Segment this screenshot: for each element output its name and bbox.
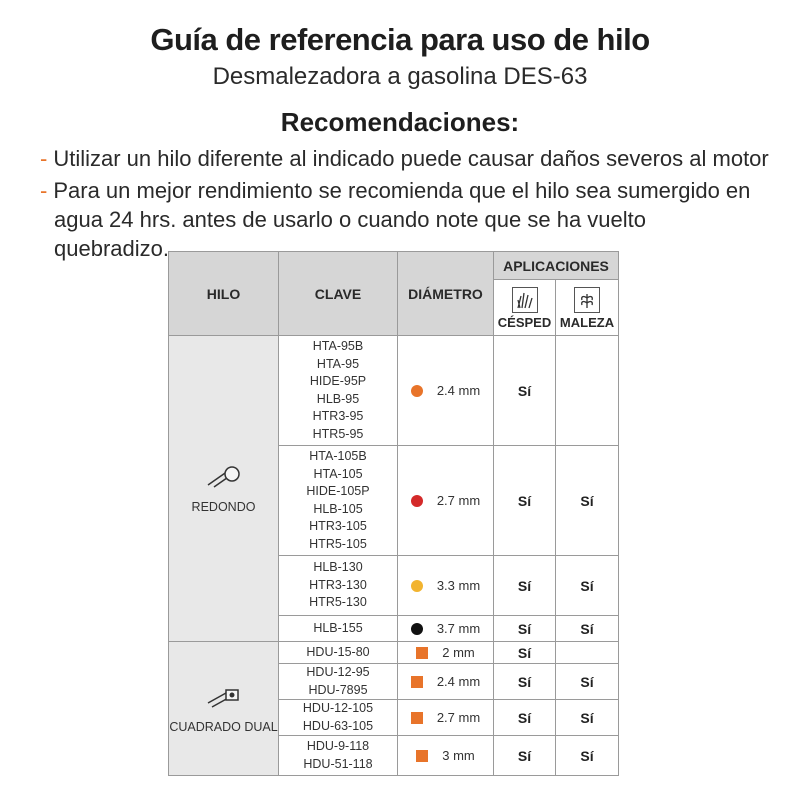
clave-code: HIDE-95P (309, 374, 367, 388)
header-hilo: HILO (169, 252, 279, 336)
diameter-value: 2.4 mm (436, 383, 481, 398)
diameter-value: 3.3 mm (436, 578, 481, 593)
clave-code: HTR5-95 (312, 426, 364, 441)
table-row (169, 642, 619, 664)
diameter-cell (398, 664, 494, 700)
cesped-cell: Sí (494, 616, 556, 642)
clave-cell (279, 446, 398, 556)
clave-code: HTA-95 (316, 356, 360, 371)
bullet-dash: - (40, 178, 48, 203)
clave-code: HTA-95B (312, 339, 364, 353)
table-body (169, 336, 619, 776)
clave-cell (279, 336, 398, 446)
clave-code: HLB-155 (313, 620, 363, 635)
maleza-cell: Sí (556, 736, 619, 776)
color-square-icon (411, 712, 423, 724)
group-redondo (169, 336, 279, 642)
diameter-cell (398, 446, 494, 556)
clave-code: HTR3-95 (312, 409, 364, 423)
clave-cell (279, 642, 398, 664)
color-square-icon (411, 676, 423, 688)
diameter-cell (398, 700, 494, 736)
group-label: CUADRADO DUAL (169, 720, 278, 734)
cesped-cell: Sí (494, 556, 556, 616)
header-maleza (556, 280, 619, 336)
clave-cell (279, 616, 398, 642)
maleza-label: MALEZA (559, 315, 615, 330)
diameter-value: 2 mm (442, 645, 475, 660)
clave-code: HTR5-105 (309, 536, 367, 551)
maleza-cell (556, 336, 619, 446)
cesped-cell: Sí (494, 700, 556, 736)
page-subtitle: Desmalezadora a gasolina DES-63 (212, 63, 588, 90)
weed-icon (574, 287, 600, 313)
round-line-icon (169, 463, 278, 492)
recommendation-2-line2: agua 24 hrs. antes de usarlo o cuando note que se ha vuelto quebradizo. (54, 207, 646, 261)
clave-cell (279, 736, 398, 776)
diameter-value: 2.7 mm (436, 493, 481, 508)
diameter-value: 2.4 mm (436, 674, 481, 689)
header-cesped (494, 280, 556, 336)
clave-code: HDU-9-118 (306, 739, 370, 753)
maleza-cell: Sí (556, 446, 619, 556)
color-square-icon (416, 647, 428, 659)
clave-code: HTR3-105 (309, 519, 367, 533)
maleza-cell: Sí (556, 700, 619, 736)
diameter-value: 3.7 mm (436, 621, 481, 636)
group-cuadrado-dual (169, 642, 279, 776)
color-dot-icon (411, 385, 423, 397)
cesped-cell: Sí (494, 664, 556, 700)
clave-code: HDU-12-105 (302, 701, 374, 715)
clave-code: HDU-12-95 (306, 665, 370, 679)
table-row (169, 336, 619, 446)
color-square-icon (416, 750, 428, 762)
grass-icon (512, 287, 538, 313)
header-diametro: DIÁMETRO (398, 252, 494, 336)
cesped-cell: Sí (494, 336, 556, 446)
diameter-value: 2.7 mm (436, 710, 481, 725)
recommendation-2-line1: Para un mejor rendimiento se recomienda que el hilo sea sumergido en (53, 178, 751, 203)
recommendations-title: Recomendaciones: (280, 107, 520, 137)
clave-code: HIDE-105P (306, 484, 370, 498)
recommendation-1 (40, 144, 769, 173)
cesped-cell: Sí (494, 446, 556, 556)
diameter-cell (398, 556, 494, 616)
reference-table (168, 251, 619, 776)
diameter-cell (398, 336, 494, 446)
clave-code: HDU-51-118 (303, 756, 373, 771)
color-dot-icon (411, 580, 423, 592)
clave-cell (279, 556, 398, 616)
square-line-icon (169, 683, 278, 712)
clave-code: HLB-105 (313, 501, 363, 516)
color-dot-icon (411, 623, 423, 635)
maleza-cell: Sí (556, 664, 619, 700)
recommendation-1-text: Utilizar un hilo diferente al indicado puede causar daños severos al motor (53, 146, 769, 171)
clave-code: HDU-15-80 (306, 644, 370, 659)
diameter-cell (398, 736, 494, 776)
group-label: REDONDO (191, 500, 256, 514)
clave-cell (279, 700, 398, 736)
bullet-dash: - (40, 146, 48, 171)
clave-code: HTR5-130 (309, 595, 367, 610)
maleza-cell: Sí (556, 616, 619, 642)
diameter-value: 3 mm (442, 748, 475, 763)
cesped-label: CÉSPED (497, 315, 552, 330)
clave-cell (279, 664, 398, 700)
clave-code: HDU-7895 (308, 682, 368, 697)
color-dot-icon (411, 495, 423, 507)
maleza-cell: Sí (556, 556, 619, 616)
header-clave: CLAVE (279, 252, 398, 336)
clave-code: HLB-130 (313, 560, 363, 575)
cesped-cell: Sí (494, 642, 556, 664)
clave-code: HLB-95 (316, 391, 360, 406)
clave-code: HTA-105B (309, 449, 367, 463)
clave-code: HDU-63-105 (302, 718, 374, 733)
cesped-cell: Sí (494, 736, 556, 776)
header-aplicaciones: APLICACIONES (494, 252, 619, 280)
diameter-cell (398, 616, 494, 642)
maleza-cell (556, 642, 619, 664)
clave-code: HTR3-130 (309, 577, 367, 592)
diameter-cell (398, 642, 494, 664)
page-title: Guía de referencia para uso de hilo (150, 22, 650, 57)
clave-code: HTA-105 (313, 466, 363, 481)
recommendation-2 (40, 176, 760, 263)
